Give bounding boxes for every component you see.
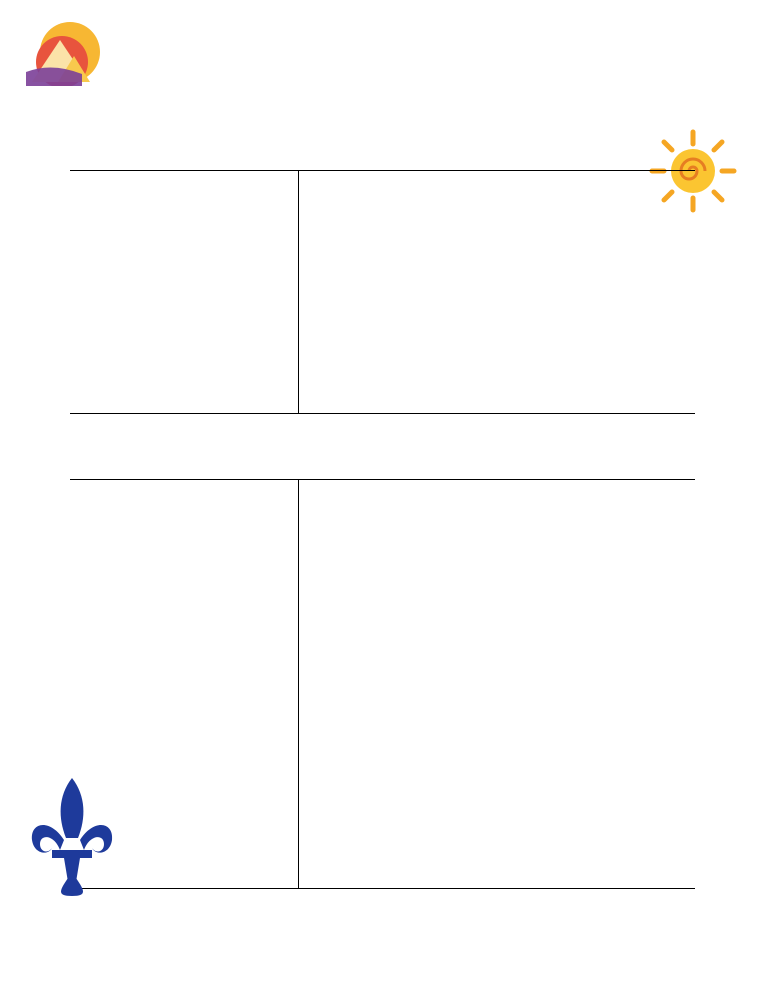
- juin-header-dates: [70, 480, 298, 495]
- juin-table-bottom-rule: [70, 888, 695, 889]
- mai-opening: [302, 186, 692, 201]
- fleur-de-lis-icon: [30, 778, 114, 898]
- mai-table-bottom-rule: [70, 413, 695, 414]
- juin-column-divider: [298, 479, 299, 888]
- mai-hourra: [302, 201, 692, 216]
- mai-header-dates: [70, 171, 298, 186]
- mai-header-activites: [302, 171, 692, 186]
- juin-header-activites: [302, 480, 692, 495]
- mai-column-divider: [298, 170, 299, 413]
- camping-logo: [22, 22, 367, 86]
